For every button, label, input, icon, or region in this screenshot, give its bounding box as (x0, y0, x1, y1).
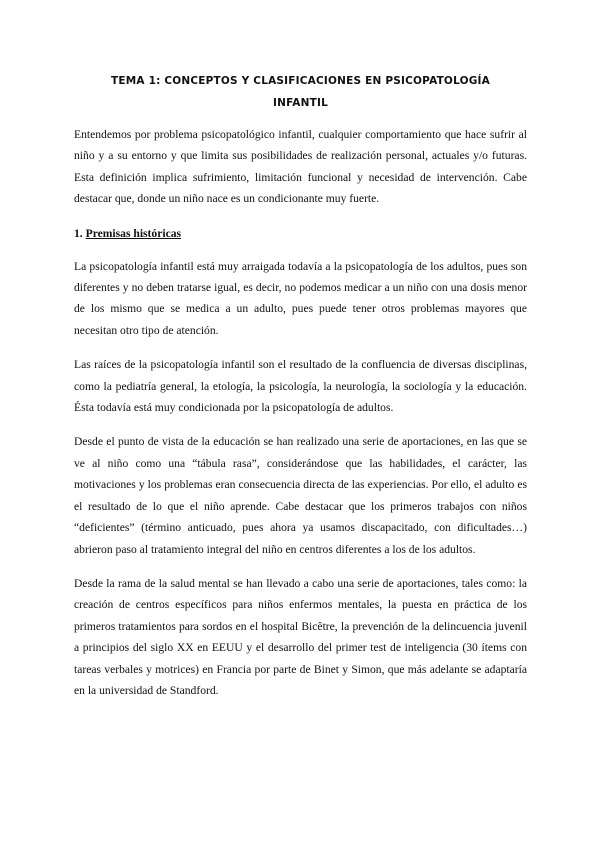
intro-paragraph: Entendemos por problema psicopatológico infantil, cualquier comportamiento que hace sufrir al niño y a su entorno y que limita sus posibilidades de realización personal, actuales y/o futuras. Esta definición implica sufrimiento, limitación funcional y necesidad de intervención. Cabe destacar que, donde un niño nace es un condicionante muy fuerte. (74, 128, 527, 206)
body-paragraph: Desde el punto de vista de la educación se han realizado una serie de aportaciones, en las que se ve al niño como una “tábula rasa”, considerándose que las habilidades, el carácter, las motivaciones y los problemas eran consecuencia directa de las experiencias. Por ello, el adulto es el resultado de lo que el niño aprende. Cabe destacar que los primeros trabajos con niños “deficientes” (término anticuado, pues ahora ya usamos discapacitado, con dificultades…) abrieron paso al tratamiento integral del niño en centros diferentes a los de los adultos. (74, 435, 527, 556)
title-line-1: TEMA 1: CONCEPTOS Y CLASIFICACIONES EN PSICOPATOLOGÍA (111, 75, 490, 87)
title-line-2: INFANTIL (273, 97, 328, 109)
section-heading (74, 223, 527, 244)
section-label: Premisas históricas (85, 226, 182, 240)
body-paragraph: Las raíces de la psicopatología infantil son el resultado de la confluencia de diversas disciplinas, como la pediatría general, la etología, la psicología, la neurología, la sociología y la educación. Ésta todavía está muy condicionada por la psicopatología de adultos. (74, 358, 527, 415)
document-page (74, 70, 527, 714)
body-paragraph: Desde la rama de la salud mental se han llevado a cabo una serie de aportaciones, tales como: la creación de centros específicos para niños enfermos mentales, la puesta en práctica de los primeros tratamientos para sordos en el hospital Bicêtre, la prevención de la delincuencia juvenil a principios del siglo XX en EEUU y el desarrollo del primer test de inteligencia (30 ítems con tareas verbales y motrices) en Francia por parte de Binet y Simon, que más adelante se adaptaría en la universidad de Standford. (74, 576, 527, 697)
document-title (74, 70, 527, 114)
section-number: 1. (74, 226, 83, 240)
body-paragraph: La psicopatología infantil está muy arraigada todavía a la psicopatología de los adultos, pues son diferentes y no deben tratarse igual, es decir, no podemos medicar a un niño con una dosis menor de los mismo que se medica a un adulto, pues puede tener otros problemas mayores que necesitan otro tipo de atención. (74, 259, 527, 337)
